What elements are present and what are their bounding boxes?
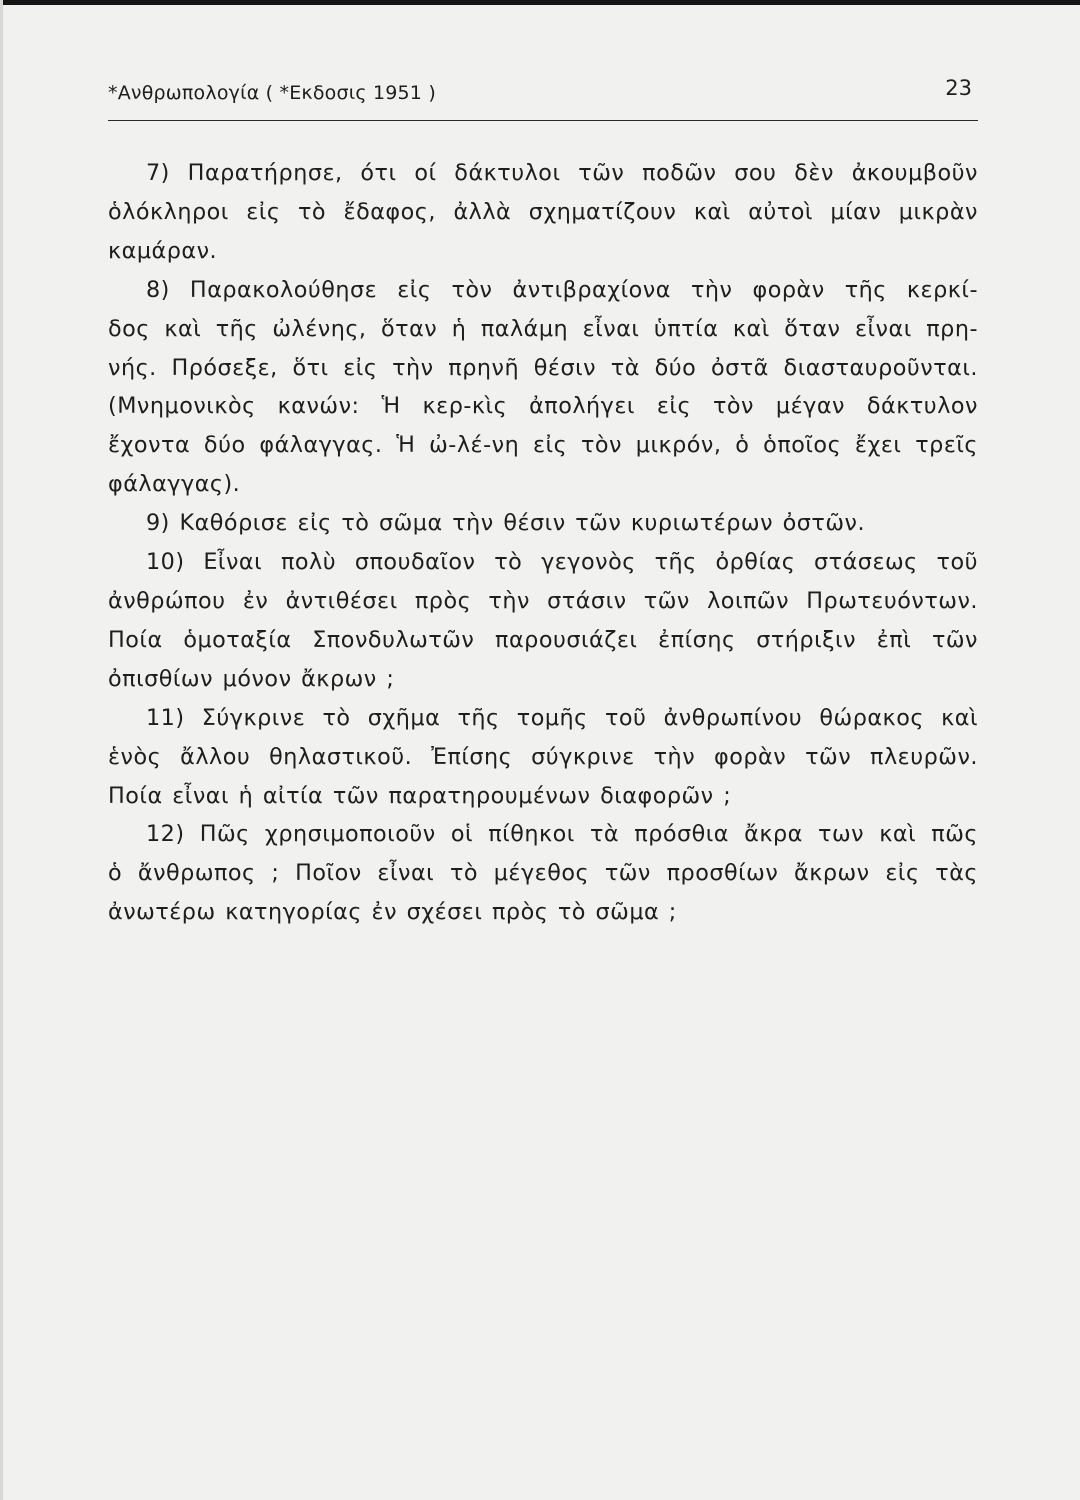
text-line: ἀνθρώπου ἐν ἀντιθέσει πρὸς τὴν στάσιν τῶν λοιπῶν Πρωτευόντων. [108, 587, 978, 614]
scan-left-edge [0, 0, 3, 1500]
text-line: ἀνωτέρω κατηγορίας ἐν σχέσει πρὸς τὸ σῶμα ; [108, 899, 677, 926]
page-number: 23 [945, 76, 972, 100]
text-line: καμάραν. [108, 237, 218, 264]
text-line: (Μνημονικὸς κανών: Ἡ κερ-κὶς ἀπολήγει εἰς τὸν μέγαν δάκτυλον [108, 393, 978, 420]
text-line: 9) Καθόρισε εἰς τὸ σῶμα τὴν θέσιν τῶν κυριωτέρων ὀστῶν. [146, 510, 866, 537]
text-line: 11) Σύγκρινε τὸ σχῆμα τῆς τομῆς τοῦ ἀνθρωπίνου θώρακος καὶ [146, 704, 978, 731]
text-line: ἑνὸς ἄλλου θηλαστικοῦ. Ἐπίσης σύγκρινε τὴν φορὰν τῶν πλευρῶν. [108, 743, 978, 770]
exercise-list [108, 154, 978, 932]
exercise-11 [108, 699, 978, 816]
text-line: ὁ ἄνθρωπος ; Ποῖον εἶναι τὸ μέγεθος τῶν προσθίων ἄκρων εἰς τὰς [108, 860, 978, 887]
scan-top-edge [0, 0, 1080, 5]
text-line: ὀπισθίων μόνον ἄκρων ; [108, 665, 395, 692]
text-line: Ποία εἶναι ἡ αἰτία τῶν παρατηρουμένων διαφορῶν ; [108, 782, 732, 809]
text-line: 10) Εἶναι πολὺ σπουδαῖον τὸ γεγονὸς τῆς ὀρθίας στάσεως τοῦ [146, 549, 978, 576]
text-line: 8) Παρακολούθησε εἰς τὸν ἀντιβραχίονα τὴν φορὰν τῆς κερκί- [146, 276, 978, 303]
exercise-10 [108, 543, 978, 699]
book-page [108, 68, 978, 932]
exercise-8 [108, 271, 978, 504]
text-line: ὁλόκληροι εἰς τὸ ἔδαφος, ἀλλὰ σχηματίζουν καὶ αὐτοὶ μίαν μικρὰν [108, 198, 978, 225]
text-line: 7) Παρατήρησε, ότι οί δάκτυλοι τῶν ποδῶν σου δὲν ἀκουμβοῦν [146, 160, 978, 186]
exercise-9 [108, 504, 978, 543]
exercise-12 [108, 815, 978, 932]
exercise-7 [108, 154, 978, 271]
text-line: νής. Πρόσεξε, ὅτι εἰς τὴν πρηνῆ θέσιν τὰ δύο ὀστᾶ διασταυροῦνται. [108, 354, 978, 381]
text-line: φάλαγγας). [108, 471, 241, 498]
page-header [108, 68, 978, 121]
running-title: *Ανθρωπολογία ( *Εκδοσις 1951 ) [108, 82, 436, 104]
text-line: δος καὶ τῆς ὠλένης, ὅταν ἡ παλάμη εἶναι ὑπτία καὶ ὅταν εἶναι πρη- [108, 315, 978, 342]
text-line: ἔχοντα δύο φάλαγγας. Ἡ ὠ-λέ-νη εἰς τὸν μικρόν, ὁ ὁποῖος ἔχει τρεῖς [108, 432, 978, 459]
text-line: Ποία ὁμοταξία Σπονδυλωτῶν παρουσιάζει ἐπίσης στήριξιν ἐπὶ τῶν [108, 626, 978, 653]
text-line: 12) Πῶς χρησιμοποιοῦν οἱ πίθηκοι τὰ πρόσθια ἄκρα των καὶ πῶς [146, 821, 978, 848]
